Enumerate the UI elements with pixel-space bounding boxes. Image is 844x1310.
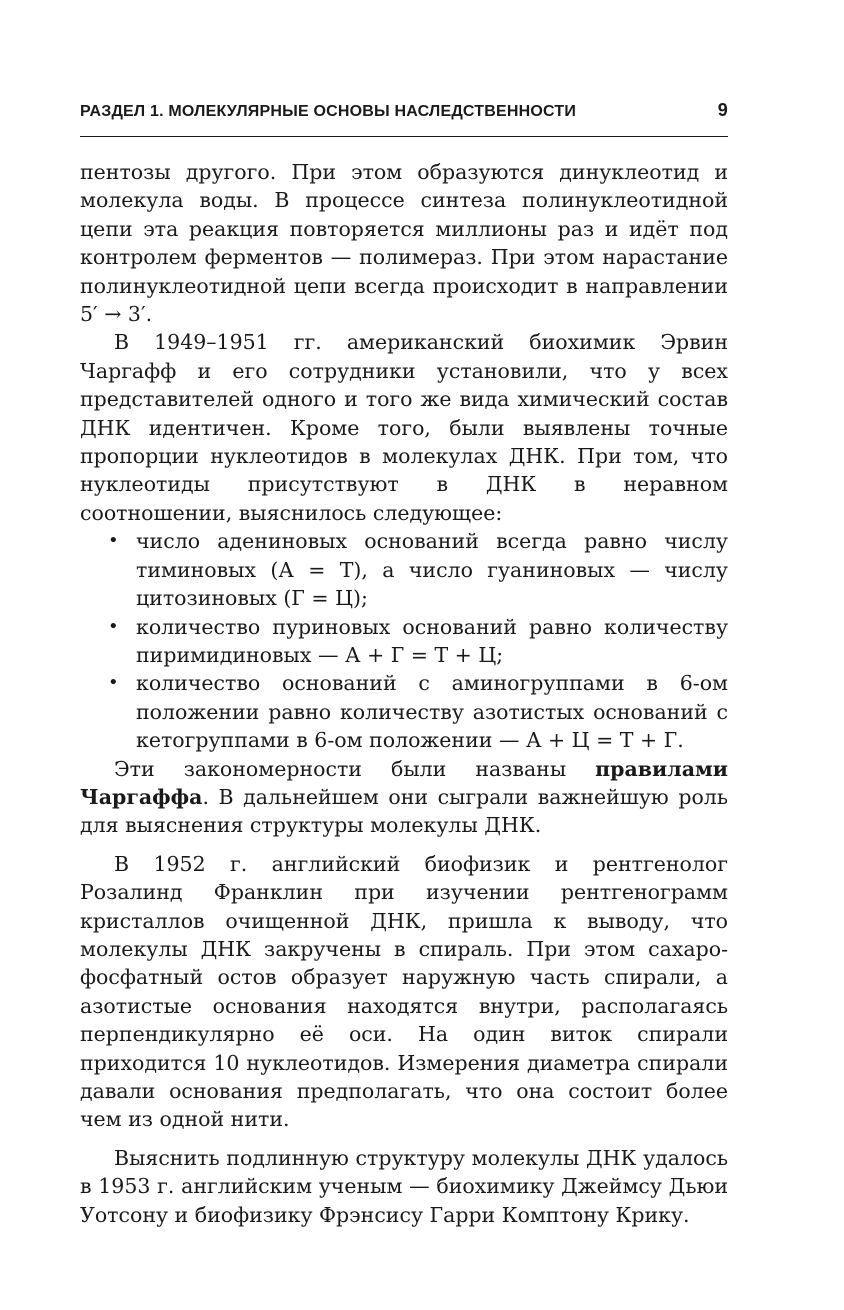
bullet-icon: • bbox=[108, 672, 119, 694]
paragraph-watson-crick: Выяснить подлинную структуру молекулы ДНК удалось в 1953 г. английским ученым — биохимику Джеймсу Дьюи Уотсону и биофизику Фрэнсису Гарри Комптону Крику. bbox=[80, 1145, 728, 1227]
page-body bbox=[80, 158, 728, 1229]
list-item bbox=[104, 613, 728, 670]
bullet-icon: • bbox=[108, 615, 119, 637]
list-item bbox=[104, 527, 728, 612]
bold-term: правилами Чаргаффа bbox=[80, 756, 728, 809]
running-header bbox=[80, 100, 728, 121]
section-title: РАЗДЕЛ 1. МОЛЕКУЛЯРНЫЕ ОСНОВЫ НАСЛЕДСТВЕННОСТИ bbox=[80, 103, 577, 120]
chargaff-rules-list bbox=[80, 527, 728, 754]
paragraph-chargaff-rules bbox=[80, 755, 728, 840]
list-item-text: количество оснований с аминогруппами в 6-ом положении равно количеству азотистых оснований с кетогруппами в 6-ом положении — А + Ц = Т + Г. bbox=[136, 671, 728, 753]
text-span: Эти закономерности были названы bbox=[114, 756, 596, 781]
header-divider bbox=[80, 136, 728, 137]
list-item-text: число адениновых оснований всегда равно числу тиминовых (А = Т), а число гуаниновых — числу цитозиновых (Г = Ц); bbox=[136, 529, 728, 611]
paragraph-franklin: В 1952 г. английский биофизик и рентгенолог Розалинд Франклин при изучении рентгенограмм кристаллов очищенной ДНК, пришла к выводу, что молекулы ДНК закручены в спираль. При этом сахаро-фосфатный остов образует наружную часть спирали, а азотистые основания находятся внутри, располагаясь перпендикулярно её оси. На один виток спирали приходится 10 нуклеотидов. Измерения диаметра спирали давали основания предполагать, что она состоит более чем из одной нити. bbox=[80, 851, 728, 1132]
list-item-text: количество пуриновых оснований равно количеству пиримидиновых — А + Г = Т + Ц; bbox=[136, 614, 728, 667]
paragraph-continuation: пентозы другого. При этом образуются динуклеотид и молекула воды. В процессе синтеза полинуклеотидной цепи эта реакция повторяется миллионы раз и идёт под контролем ферментов — полимераз. При этом нарастание полинуклеотидной цепи всегда происходит в направлении 5′ → 3′. bbox=[80, 160, 728, 327]
bullet-icon: • bbox=[108, 530, 119, 552]
list-item bbox=[104, 669, 728, 754]
paragraph-chargaff-study: В 1949–1951 гг. американский биохимик Эрвин Чаргафф и его сотрудники установили, что у всех представителей одного и того же вида химический состав ДНК идентичен. Кроме того, были выявлены точные пропорции нуклеотидов в молекулах ДНК. При том, что нуклеотиды присутствуют в ДНК в неравном соотношении, выяснилось следующее: bbox=[80, 330, 728, 525]
text-span: . В дальнейшем они сыграли важнейшую роль для выяснения структуры молекулы ДНК. bbox=[80, 784, 728, 838]
page-number: 9 bbox=[717, 100, 728, 120]
